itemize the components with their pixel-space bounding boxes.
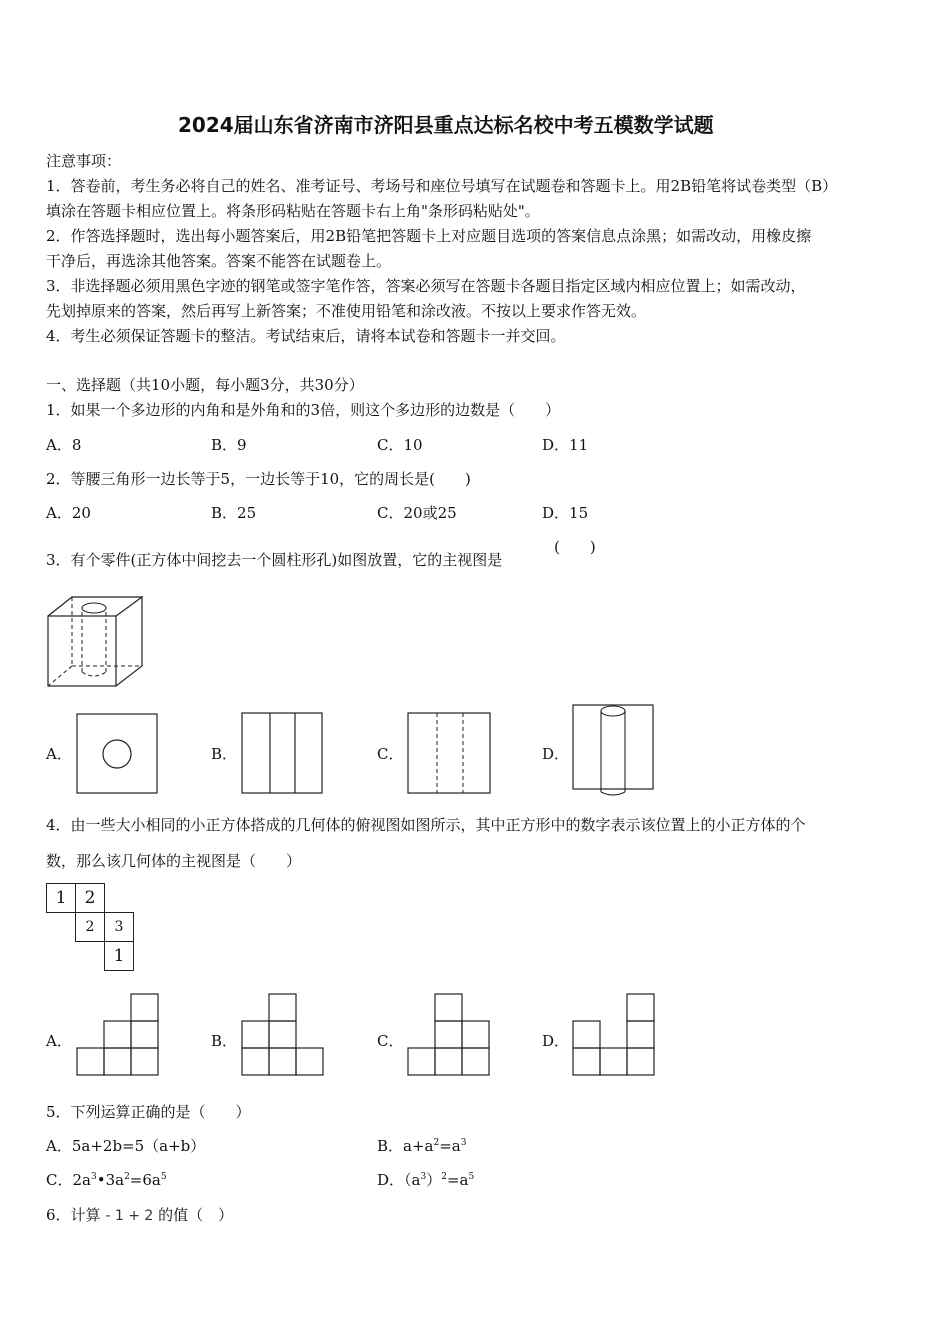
q5-option-b-label: B． xyxy=(377,1137,404,1155)
q3-option-c-label[interactable]: C． xyxy=(377,745,404,763)
q4-stem-line-2: 数，那么该几何体的主视图是（ ） xyxy=(46,852,302,870)
q2-stem: 2．等腰三角形一边长等于5，一边长等于10，它的周长是( ) xyxy=(46,470,471,488)
q5-option-c-part: •3a xyxy=(96,1171,125,1189)
q5-option-d-label: D． xyxy=(377,1171,405,1189)
q4-option-a-figure[interactable] xyxy=(76,993,160,1077)
notice-line-7: 4．考生必须保证答题卡的整洁。考试结束后，请将本试卷和答题卡一并交回。 xyxy=(46,327,566,345)
q3-answer-paren: ( ) xyxy=(554,538,596,556)
grid-number: 2 xyxy=(84,888,96,908)
grid-number: 3 xyxy=(114,919,124,935)
q3-option-a-figure[interactable] xyxy=(76,713,160,795)
q5-option-c-exp: 3 xyxy=(90,1172,97,1182)
q5-option-d-exp: 5 xyxy=(468,1172,475,1182)
q5-option-c-label: C． xyxy=(46,1171,73,1189)
q5-option-a-label: A． xyxy=(46,1137,72,1155)
grid-cell xyxy=(104,912,134,942)
q3-option-c-figure[interactable] xyxy=(407,712,493,796)
q3-cube-figure xyxy=(46,594,146,690)
q5-option-b-part: =a xyxy=(439,1137,461,1155)
q5-option-d-exp: 3 xyxy=(420,1172,427,1182)
q5-option-d-part: =a xyxy=(446,1171,469,1189)
grid-cell xyxy=(75,883,105,913)
q2-option-a[interactable]: A．20 xyxy=(46,504,91,522)
notice-line-5: 3．非选择题必须用黑色字迹的钢笔或签字笔作答，答案必须写在答题卡各题目指定区域内相应位置上；如需改动， xyxy=(46,277,806,295)
q5-option-c-part: 2a xyxy=(72,1171,91,1189)
q1-option-c[interactable]: C．10 xyxy=(377,436,423,454)
grid-number: 1 xyxy=(55,888,67,908)
page-title: 2024届山东省济南市济阳县重点达标名校中考五模数学试题 xyxy=(178,113,714,137)
q4-option-c-label[interactable]: C． xyxy=(377,1032,404,1050)
q3-option-b-label[interactable]: B． xyxy=(211,745,238,763)
q4-stem-line-1: 4．由一些大小相同的小正方体搭成的几何体的俯视图如图所示，其中正方形中的数字表示该位置上的小正方体的个 xyxy=(46,816,806,834)
notice-line-6: 先划掉原来的答案，然后再写上新答案；不准使用铅笔和涂改液。不按以上要求作答无效。 xyxy=(46,302,647,320)
q5-stem: 5．下列运算正确的是（ ） xyxy=(46,1103,251,1121)
q1-option-b[interactable]: B．9 xyxy=(211,436,247,454)
q5-option-c-part: =6a xyxy=(129,1171,161,1189)
q4-option-c-figure[interactable] xyxy=(407,993,491,1077)
q4-option-d-figure[interactable] xyxy=(572,993,656,1077)
section-heading: 一、选择题（共10小题，每小题3分，共30分） xyxy=(46,376,364,394)
q4-top-view-grid xyxy=(46,883,136,971)
q4-option-d-label[interactable]: D． xyxy=(542,1032,570,1050)
q6-stem xyxy=(46,1206,233,1225)
grid-cell xyxy=(75,912,105,942)
q5-option-d-part: （a xyxy=(404,1171,421,1189)
q5-option-c[interactable] xyxy=(46,1171,167,1189)
q5-option-a[interactable] xyxy=(46,1137,205,1155)
q6-prefix: 6．计算 xyxy=(46,1206,101,1224)
q3-option-d-label[interactable]: D． xyxy=(542,745,570,763)
q1-option-a[interactable]: A．8 xyxy=(46,436,82,454)
q5-option-d-exp: 2 xyxy=(441,1172,447,1182)
q2-option-b[interactable]: B．25 xyxy=(211,504,257,522)
q5-option-c-exp: 5 xyxy=(160,1172,167,1182)
notice-line-4: 干净后，再选涂其他答案。答案不能答在试题卷上。 xyxy=(46,252,392,270)
q5-option-b[interactable] xyxy=(377,1137,466,1155)
q2-option-d[interactable]: D．15 xyxy=(542,504,589,522)
q4-option-b-figure[interactable] xyxy=(241,993,325,1077)
q3-option-d-figure[interactable] xyxy=(572,704,656,798)
q5-option-d[interactable] xyxy=(377,1171,474,1189)
grid-cell xyxy=(104,941,134,971)
notice-line-3: 2．作答选择题时，选出每小题答案后，用2B铅笔把答题卡上对应题目选项的答案信息点涂黑；如需改动，用橡皮擦 xyxy=(46,227,812,245)
q3-option-a-label[interactable]: A． xyxy=(46,745,72,763)
q5-option-b-part: a+a xyxy=(403,1137,434,1155)
q6-expression: - 1 + 2 xyxy=(105,1208,154,1224)
q5-option-a-text: 5a+2b=5（a+b） xyxy=(71,1137,206,1155)
q3-option-b-figure[interactable] xyxy=(241,712,325,796)
q5-option-d-part: ） xyxy=(426,1171,442,1189)
q1-stem: 1．如果一个多边形的内角和是外角和的3倍，则这个多边形的边数是（ ） xyxy=(46,401,561,419)
notice-line-1: 1．答卷前，考生务必将自己的姓名、准考证号、考场号和座位号填写在试题卷和答题卡上。用2B铅笔将试卷类型（B） xyxy=(46,177,838,195)
notice-line-2: 填涂在答题卡相应位置上。将条形码粘贴在答题卡右上角"条形码粘贴处"。 xyxy=(46,202,540,220)
notice-heading: 注意事项： xyxy=(46,152,122,170)
q4-option-a-label[interactable]: A． xyxy=(46,1032,72,1050)
q3-stem: 3．有个零件(正方体中间挖去一个圆柱形孔)如图放置，它的主视图是 xyxy=(46,551,503,569)
q2-option-c[interactable]: C．20或25 xyxy=(377,504,457,522)
grid-number: 1 xyxy=(113,946,125,966)
q1-option-d[interactable]: D．11 xyxy=(542,436,589,454)
q4-option-b-label[interactable]: B． xyxy=(211,1032,238,1050)
q5-option-c-exp: 2 xyxy=(124,1172,130,1182)
q6-suffix: 的值（ ） xyxy=(158,1206,234,1224)
q5-option-b-exp: 2 xyxy=(433,1138,440,1148)
q5-option-b-exp: 3 xyxy=(460,1138,467,1148)
grid-cell xyxy=(46,883,76,913)
grid-number: 2 xyxy=(85,919,95,935)
